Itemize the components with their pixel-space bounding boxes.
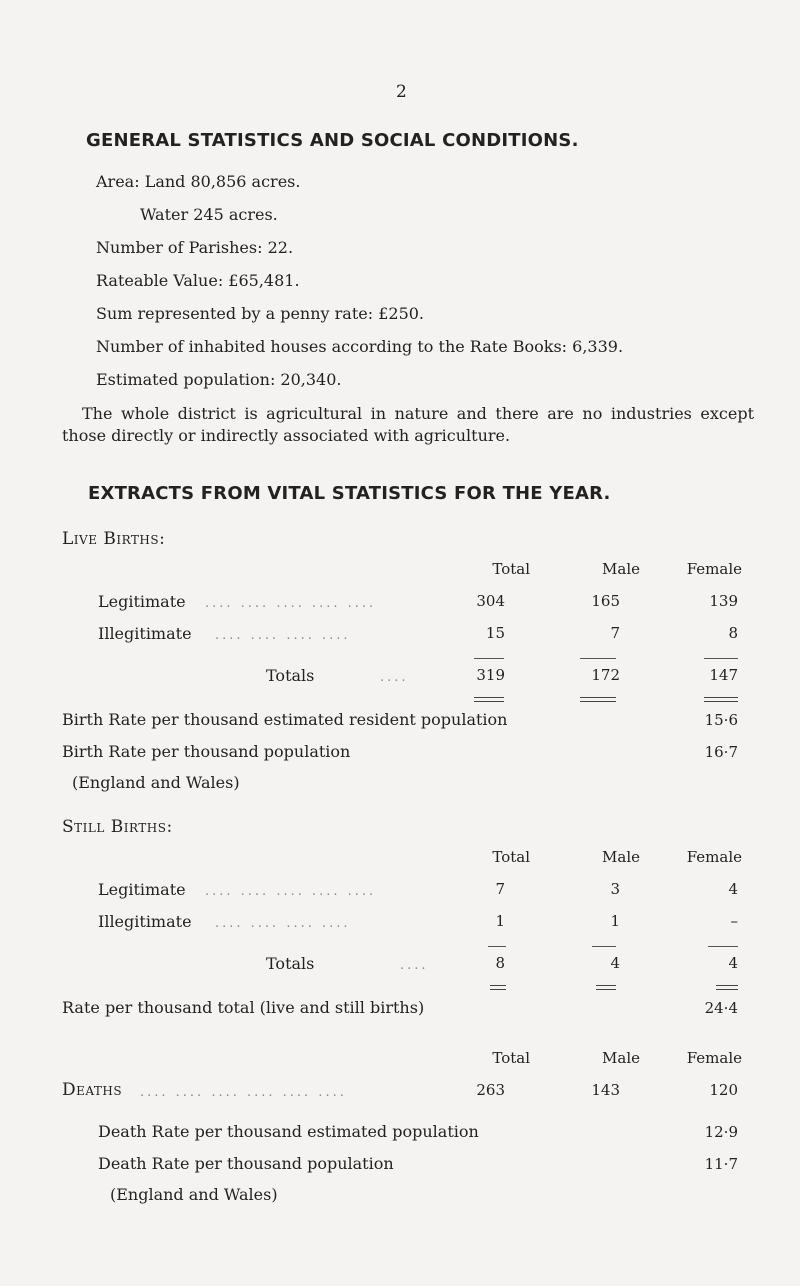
birth-rate-ew-sub: (England and Wales) bbox=[72, 773, 240, 792]
live-legitimate-label: Legitimate bbox=[98, 592, 186, 611]
birth-rate-ew-value: 16·7 bbox=[704, 743, 738, 761]
live-totals-total: 319 bbox=[476, 666, 505, 684]
col-female-header: Female bbox=[686, 848, 742, 866]
still-rate-label: Rate per thousand total (live and still births) bbox=[62, 998, 425, 1017]
still-totals-label: Totals bbox=[266, 954, 315, 973]
death-rate-label: Death Rate per thousand estimated population bbox=[98, 1122, 479, 1141]
live-illegitimate-label: Illegitimate bbox=[98, 624, 192, 643]
col-total-header: Total bbox=[492, 848, 530, 866]
death-rate-value: 12·9 bbox=[704, 1123, 738, 1141]
still-totals-female: 4 bbox=[728, 954, 738, 972]
col-total-header: Total bbox=[492, 560, 530, 578]
leader-dots: .... .... .... .... .... bbox=[205, 596, 377, 611]
sum-rule bbox=[474, 658, 504, 659]
page-title: GENERAL STATISTICS AND SOCIAL CONDITIONS. bbox=[86, 130, 579, 151]
inhabited-houses: Number of inhabited houses according to the Rate Books: 6,339. bbox=[96, 337, 624, 356]
birth-rate-value: 15·6 bbox=[704, 711, 738, 729]
still-totals-male: 4 bbox=[610, 954, 620, 972]
area-land: Area: Land 80,856 acres. bbox=[96, 172, 301, 191]
col-male-header: Male bbox=[602, 848, 640, 866]
live-totals-female: 147 bbox=[709, 666, 738, 684]
still-totals-total: 8 bbox=[495, 954, 505, 972]
area-water: Water 245 acres. bbox=[140, 205, 278, 224]
live-illegitimate-male: 7 bbox=[610, 624, 620, 642]
parishes: Number of Parishes: 22. bbox=[96, 238, 294, 257]
still-illegitimate-label: Illegitimate bbox=[98, 912, 192, 931]
still-illegitimate-female: – bbox=[730, 912, 738, 930]
district-description: The whole district is agricultural in nature and there are no industries except those directly or indirectly associated with agriculture. bbox=[62, 404, 754, 445]
total-double-rule bbox=[596, 985, 616, 990]
still-births-heading: Still Births: bbox=[62, 817, 173, 837]
deaths-heading: Deaths bbox=[62, 1080, 123, 1100]
page-number: 2 bbox=[396, 82, 407, 102]
sum-rule bbox=[580, 658, 616, 659]
section-subtitle: EXTRACTS FROM VITAL STATISTICS FOR THE YEAR. bbox=[88, 483, 611, 504]
sum-rule bbox=[708, 946, 738, 947]
penny-rate: Sum represented by a penny rate: £250. bbox=[96, 304, 425, 323]
sum-rule bbox=[704, 658, 738, 659]
leader-dots: .... .... .... .... .... .... bbox=[140, 1085, 347, 1100]
total-double-rule bbox=[490, 985, 506, 990]
estimated-population: Estimated population: 20,340. bbox=[96, 370, 342, 389]
still-rate-value: 24·4 bbox=[704, 999, 738, 1017]
total-double-rule bbox=[580, 697, 616, 702]
birth-rate-label: Birth Rate per thousand estimated resident population bbox=[62, 710, 508, 729]
still-illegitimate-total: 1 bbox=[495, 912, 505, 930]
live-totals-label: Totals bbox=[266, 666, 315, 685]
leader-dots: .... .... .... .... .... bbox=[205, 884, 377, 899]
col-female-header: Female bbox=[686, 560, 742, 578]
deaths-female: 120 bbox=[709, 1081, 738, 1099]
col-male-header: Male bbox=[602, 1049, 640, 1067]
leader-dots: .... .... .... .... bbox=[215, 628, 351, 643]
death-rate-ew-label: Death Rate per thousand population bbox=[98, 1154, 394, 1173]
leader-dots: .... .... .... .... bbox=[215, 916, 351, 931]
total-double-rule bbox=[704, 697, 738, 702]
sum-rule bbox=[592, 946, 616, 947]
col-total-header: Total bbox=[492, 1049, 530, 1067]
still-illegitimate-male: 1 bbox=[610, 912, 620, 930]
still-legitimate-male: 3 bbox=[610, 880, 620, 898]
leader-dots: .... bbox=[400, 958, 429, 973]
live-legitimate-total: 304 bbox=[476, 592, 505, 610]
live-totals-male: 172 bbox=[591, 666, 620, 684]
total-double-rule bbox=[716, 985, 738, 990]
col-male-header: Male bbox=[602, 560, 640, 578]
live-illegitimate-female: 8 bbox=[728, 624, 738, 642]
live-legitimate-male: 165 bbox=[591, 592, 620, 610]
rateable-value: Rateable Value: £65,481. bbox=[96, 271, 300, 290]
death-rate-ew-sub: (England and Wales) bbox=[110, 1185, 278, 1204]
still-legitimate-female: 4 bbox=[728, 880, 738, 898]
deaths-total: 263 bbox=[476, 1081, 505, 1099]
total-double-rule bbox=[474, 697, 504, 702]
still-legitimate-label: Legitimate bbox=[98, 880, 186, 899]
deaths-male: 143 bbox=[591, 1081, 620, 1099]
birth-rate-ew-label: Birth Rate per thousand population bbox=[62, 742, 351, 761]
death-rate-ew-value: 11·7 bbox=[704, 1155, 738, 1173]
live-births-heading: Live Births: bbox=[62, 529, 166, 549]
leader-dots: .... bbox=[380, 670, 409, 685]
live-legitimate-female: 139 bbox=[709, 592, 738, 610]
live-illegitimate-total: 15 bbox=[485, 624, 505, 642]
col-female-header: Female bbox=[686, 1049, 742, 1067]
sum-rule bbox=[488, 946, 506, 947]
still-legitimate-total: 7 bbox=[495, 880, 505, 898]
